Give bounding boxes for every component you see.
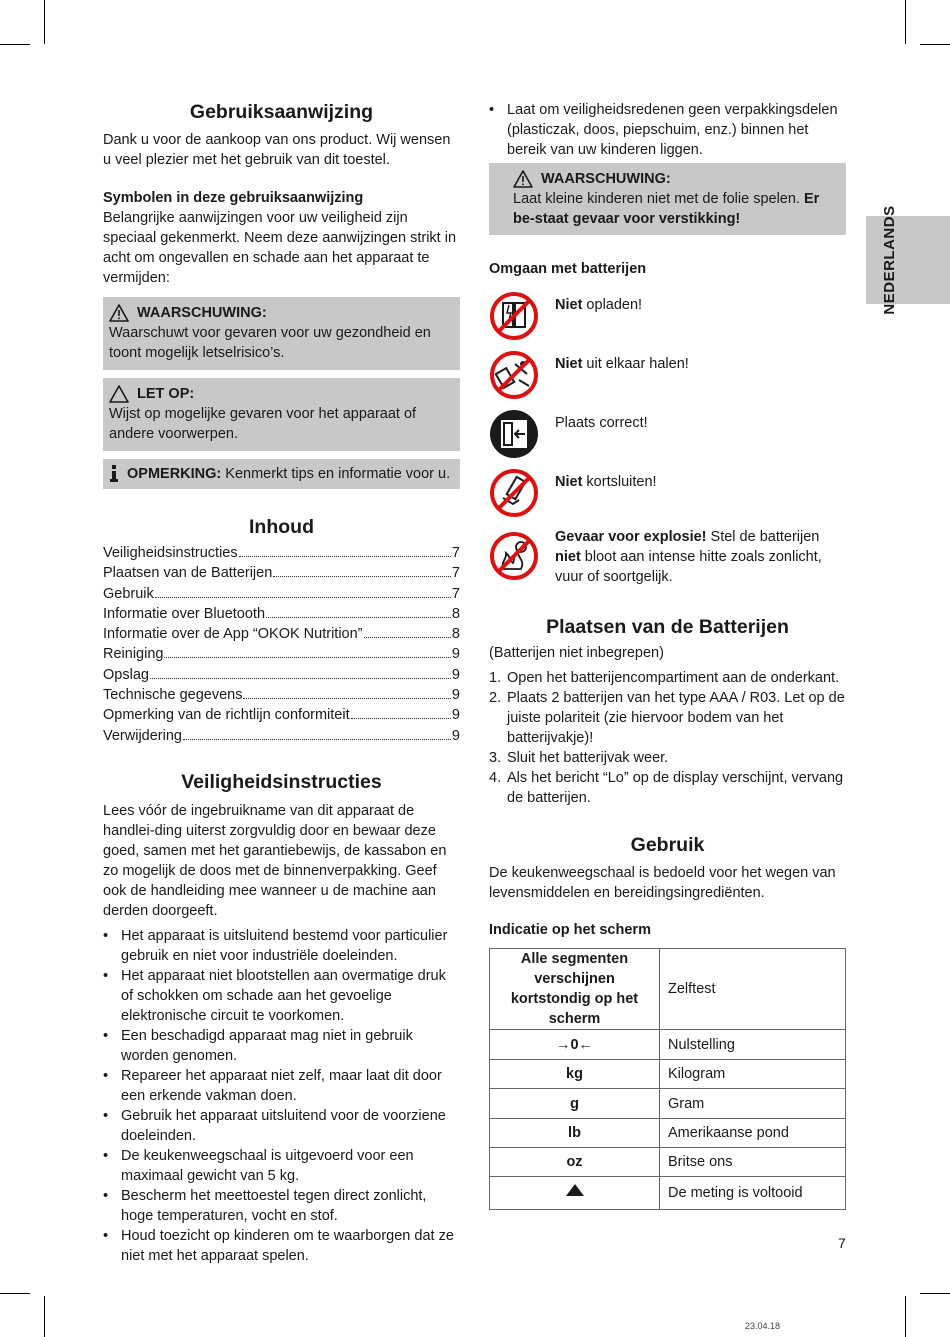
list-item: • Laat om veiligheidsredenen geen verpakkingsdelen (plasticzak, doos, piepschuim, enz.) binnen het bereik van uw kinderen liggen.: [489, 100, 846, 160]
warning-box-right: [489, 163, 846, 235]
safety-bullets: [103, 926, 460, 1266]
toc-leader: [164, 657, 450, 658]
display-symbol: [490, 1177, 660, 1210]
toc-entry-label: Opmerking van de richtlijn conformiteit: [103, 707, 350, 724]
info-icon: [109, 465, 119, 483]
right-column: [489, 100, 846, 1210]
display-meaning: Nulstelling: [660, 1030, 846, 1060]
display-symbol: →0←: [490, 1030, 660, 1060]
battery-rule-text: kortsluiten!: [582, 474, 657, 490]
language-tab-label: NEDERLANDS: [881, 205, 898, 315]
note-title: OPMERKING:: [127, 466, 222, 482]
list-item: • Gebruik het apparaat uitsluitend voor de voorziene doeleinden.: [103, 1106, 460, 1146]
toc-entry: [103, 705, 460, 725]
toc-leader: [239, 556, 451, 557]
toc-leader: [155, 597, 451, 598]
explosion-bold: Gevaar voor explosie!: [555, 529, 707, 545]
toc-entry-label: Gebruik: [103, 585, 154, 602]
display-meaning: Amerikaanse pond: [660, 1119, 846, 1148]
no-short-circuit-icon: [489, 468, 539, 518]
toc-entry-page: 7: [451, 545, 460, 561]
placing-steps: [489, 668, 849, 808]
toc-leader: [183, 739, 451, 740]
toc-entry-page: 7: [451, 585, 460, 602]
toc-entry: [103, 624, 460, 644]
placing-title: Plaatsen van de Batterijen: [546, 616, 789, 638]
toc-entry-page: 8: [451, 605, 460, 622]
table-row: [490, 1089, 846, 1119]
toc-leader: [243, 698, 450, 699]
list-item: 2. Plaats 2 batterijen van het type AAA / R03. Let op de juiste polariteit (zie hiervoor bodem van het batterijvakje)!: [489, 690, 845, 746]
toc-entry: [103, 685, 460, 705]
crop-mark: [905, 1296, 906, 1337]
list-item: • Het apparaat niet blootstellen aan overmatige druk of schokken om schade aan het gevoelige elektronische circuit te voorkomen.: [103, 966, 460, 1026]
toc-entry: [103, 563, 460, 583]
warning-triangle-icon: [109, 304, 129, 322]
list-item: • Repareer het apparaat niet zelf, maar laat dit door een erkende vakman doen.: [103, 1066, 460, 1106]
language-tab: [866, 205, 950, 315]
display-meaning: De meting is voltooid: [660, 1177, 846, 1210]
battery-rule-bold: Niet: [555, 297, 583, 313]
no-charging-icon: [489, 291, 539, 341]
table-row: [490, 1177, 846, 1210]
note-box: [103, 459, 460, 489]
step-text: Plaats 2 batterijen van het type AAA / R03. Let op de juiste polariteit (zie hiervoor bodem van het batterijvakje)!: [507, 690, 845, 746]
display-meaning: Gram: [660, 1089, 846, 1119]
display-meaning: Kilogram: [660, 1060, 846, 1089]
explosion-text-1: Stel de batterijen: [706, 529, 820, 545]
battery-rule: [489, 468, 846, 527]
step-text: Als het bericht “Lo” op de display verschijnt, vervang de batterijen.: [507, 770, 844, 806]
toc-entry: [103, 726, 460, 746]
caution-title: LET OP:: [137, 386, 195, 402]
list-item: 3. Sluit het batterijvak weer.: [489, 750, 669, 766]
explosion-bold-2: niet: [555, 549, 581, 565]
display-symbol: lb: [490, 1119, 660, 1148]
battery-rule-text: opladen!: [582, 297, 643, 313]
toc-entry-page: 9: [451, 707, 460, 724]
warning-bold-right: Er be-staat gevaar voor verstikking!: [513, 191, 820, 227]
table-row: [490, 1119, 846, 1148]
step-text: Sluit het batterijvak weer.: [507, 750, 669, 766]
toc-leader: [266, 617, 451, 618]
battery-rule-text: uit elkaar halen!: [582, 356, 689, 372]
display-symbol: Alle segmenten verschijnen kortstondig op het scherm: [490, 949, 660, 1030]
list-item: • De keukenweegschaal is uitgevoerd voor een maximaal gewicht van 5 kg.: [103, 1146, 460, 1186]
toc-entry-page: 9: [451, 727, 460, 744]
toc-entry-label: Reiniging: [103, 646, 164, 663]
caution-text: Wijst op mogelijke gevaren voor het apparaat of andere voorwerpen.: [109, 406, 417, 442]
warning-box: [103, 297, 460, 370]
toc-entry-label: Veiligheidsinstructies: [103, 545, 238, 561]
display-table: [489, 948, 846, 1210]
table-row: [490, 949, 846, 1030]
toc-entry-label: Informatie over Bluetooth: [103, 605, 266, 622]
toc-entry-label: Technische gegevens: [103, 687, 243, 704]
toc-title: Inhoud: [249, 516, 314, 538]
toc-entry: [103, 665, 460, 685]
list-item: • Bescherm het meettoestel tegen direct zonlicht, hoge temperaturen, vocht en stof.: [103, 1186, 460, 1226]
list-item: 4. Als het bericht “Lo” op de display verschijnt, vervang de batterijen.: [489, 770, 844, 806]
crop-mark: [44, 1296, 45, 1337]
display-heading: Indicatie op het scherm: [489, 922, 651, 938]
toc-entry-label: Opslag: [103, 666, 149, 683]
toc-list: [103, 543, 460, 746]
note-text: Kenmerkt tips en informatie voor u.: [225, 466, 451, 482]
battery-rule-bold: Niet: [555, 356, 583, 372]
battery-rule: [489, 527, 846, 587]
crop-mark: [905, 0, 906, 44]
toc-entry: [103, 644, 460, 664]
display-meaning: Britse ons: [660, 1148, 846, 1177]
warning-text: Waarschuwt voor gevaren voor uw gezondheid en toont mogelijk letselrisico’s.: [109, 325, 431, 361]
toc-entry-page: 9: [451, 646, 460, 663]
battery-rules: [489, 291, 846, 587]
table-row: [490, 1148, 846, 1177]
safety-title: Veiligheidsinstructies: [181, 770, 382, 793]
battery-rule: [489, 291, 846, 350]
toc-entry: [103, 604, 460, 624]
toc-entry-label: Informatie over de App “OKOK Nutrition”: [103, 626, 363, 643]
table-row: [490, 1030, 846, 1060]
toc-entry-label: Plaatsen van de Batterijen: [103, 565, 273, 582]
list-item: • Een beschadigd apparaat mag niet in gebruik worden genomen.: [103, 1026, 460, 1066]
symbols-heading: Symbolen in deze gebruiksaanwijzing: [103, 190, 364, 206]
left-column: [103, 100, 460, 1266]
toc-leader: [351, 718, 451, 719]
table-row: [490, 1060, 846, 1089]
placing-note: (Batterijen niet inbegrepen): [489, 645, 664, 661]
stable-indicator-icon: [564, 1182, 586, 1198]
display-symbol: g: [490, 1089, 660, 1119]
toc-entry: [103, 584, 460, 604]
toc-entry-page: 9: [451, 687, 460, 704]
crop-mark: [920, 1293, 950, 1294]
crop-mark: [0, 1293, 30, 1294]
display-symbol: oz: [490, 1148, 660, 1177]
display-symbol: kg: [490, 1060, 660, 1089]
warning-text-right: Laat kleine kinderen niet met de folie spelen.: [513, 191, 800, 207]
toc-entry-page: 9: [451, 666, 460, 683]
battery-rule: [489, 350, 846, 409]
warning-title-right: WAARSCHUWING:: [541, 171, 671, 187]
safety-text: Lees vóór de ingebruikname van dit apparaat de handlei-ding uiterst zorgvuldig door en bewaar deze goed, samen met het garantiebewijs, de kassabon en zo mogelijk de doos met de binnenverpakking. Geef ook de handleiding mee wanneer u de machine aan derden doorgeeft.: [103, 802, 447, 919]
caution-triangle-icon: [109, 385, 129, 403]
toc-entry: [103, 543, 460, 563]
no-disassemble-icon: [489, 350, 539, 400]
crop-mark: [0, 44, 30, 45]
list-item: • Houd toezicht op kinderen om te waarborgen dat ze niet met het apparaat spelen.: [103, 1226, 460, 1266]
list-item: 1. Open het batterijencompartiment aan de onderkant.: [489, 670, 840, 686]
warning-triangle-icon: [513, 170, 533, 188]
step-text: Open het batterijencompartiment aan de onderkant.: [507, 670, 840, 686]
crop-mark: [44, 0, 45, 44]
caution-box: [103, 378, 460, 451]
footer-date: 23.04.18: [745, 1321, 781, 1331]
intro-title: Gebruiksaanwijzing: [189, 101, 374, 123]
explosion-text-2: bloot aan intense hitte zoals zonlicht, vuur of soortgelijk.: [555, 549, 822, 585]
battery-rule-text: Plaats correct!: [555, 415, 648, 431]
intro-text: Dank u voor de aankoop van ons product. Wij wensen u veel plezier met het gebruik van dit toestel.: [103, 132, 451, 168]
battery-rule: [489, 409, 846, 468]
battery-rule-bold: Niet: [555, 474, 583, 490]
list-item: • Het apparaat is uitsluitend bestemd voor particulier gebruik en niet voor industriële doeleinden.: [103, 926, 460, 966]
toc-entry-label: Verwijdering: [103, 727, 182, 744]
batteries-heading: Omgaan met batterijen: [489, 261, 647, 277]
usage-title: Gebruik: [630, 834, 705, 856]
explosion-text: [555, 527, 846, 587]
toc-leader: [150, 678, 451, 679]
toc-leader: [364, 637, 451, 638]
warning-title: WAARSCHUWING:: [137, 305, 267, 321]
crop-mark: [920, 44, 950, 45]
toc-entry-page: 8: [451, 626, 460, 643]
toc-leader: [273, 576, 451, 577]
usage-text: De keukenweegschaal is bedoeld voor het wegen van levensmiddelen en bereidingsingrediënten.: [489, 865, 836, 901]
insert-correctly-icon: [489, 409, 539, 459]
symbols-text: Belangrijke aanwijzingen voor uw veiligheid zijn speciaal gekenmerkt. Neem deze aanwijzingen strikt in acht om ongevallen en schade aan het apparaat te vermijden:: [103, 210, 457, 286]
toc-entry-page: 7: [451, 565, 460, 582]
display-meaning: Zelftest: [660, 949, 846, 1030]
page-number: 7: [838, 1235, 846, 1251]
no-heat-icon: [489, 531, 539, 581]
